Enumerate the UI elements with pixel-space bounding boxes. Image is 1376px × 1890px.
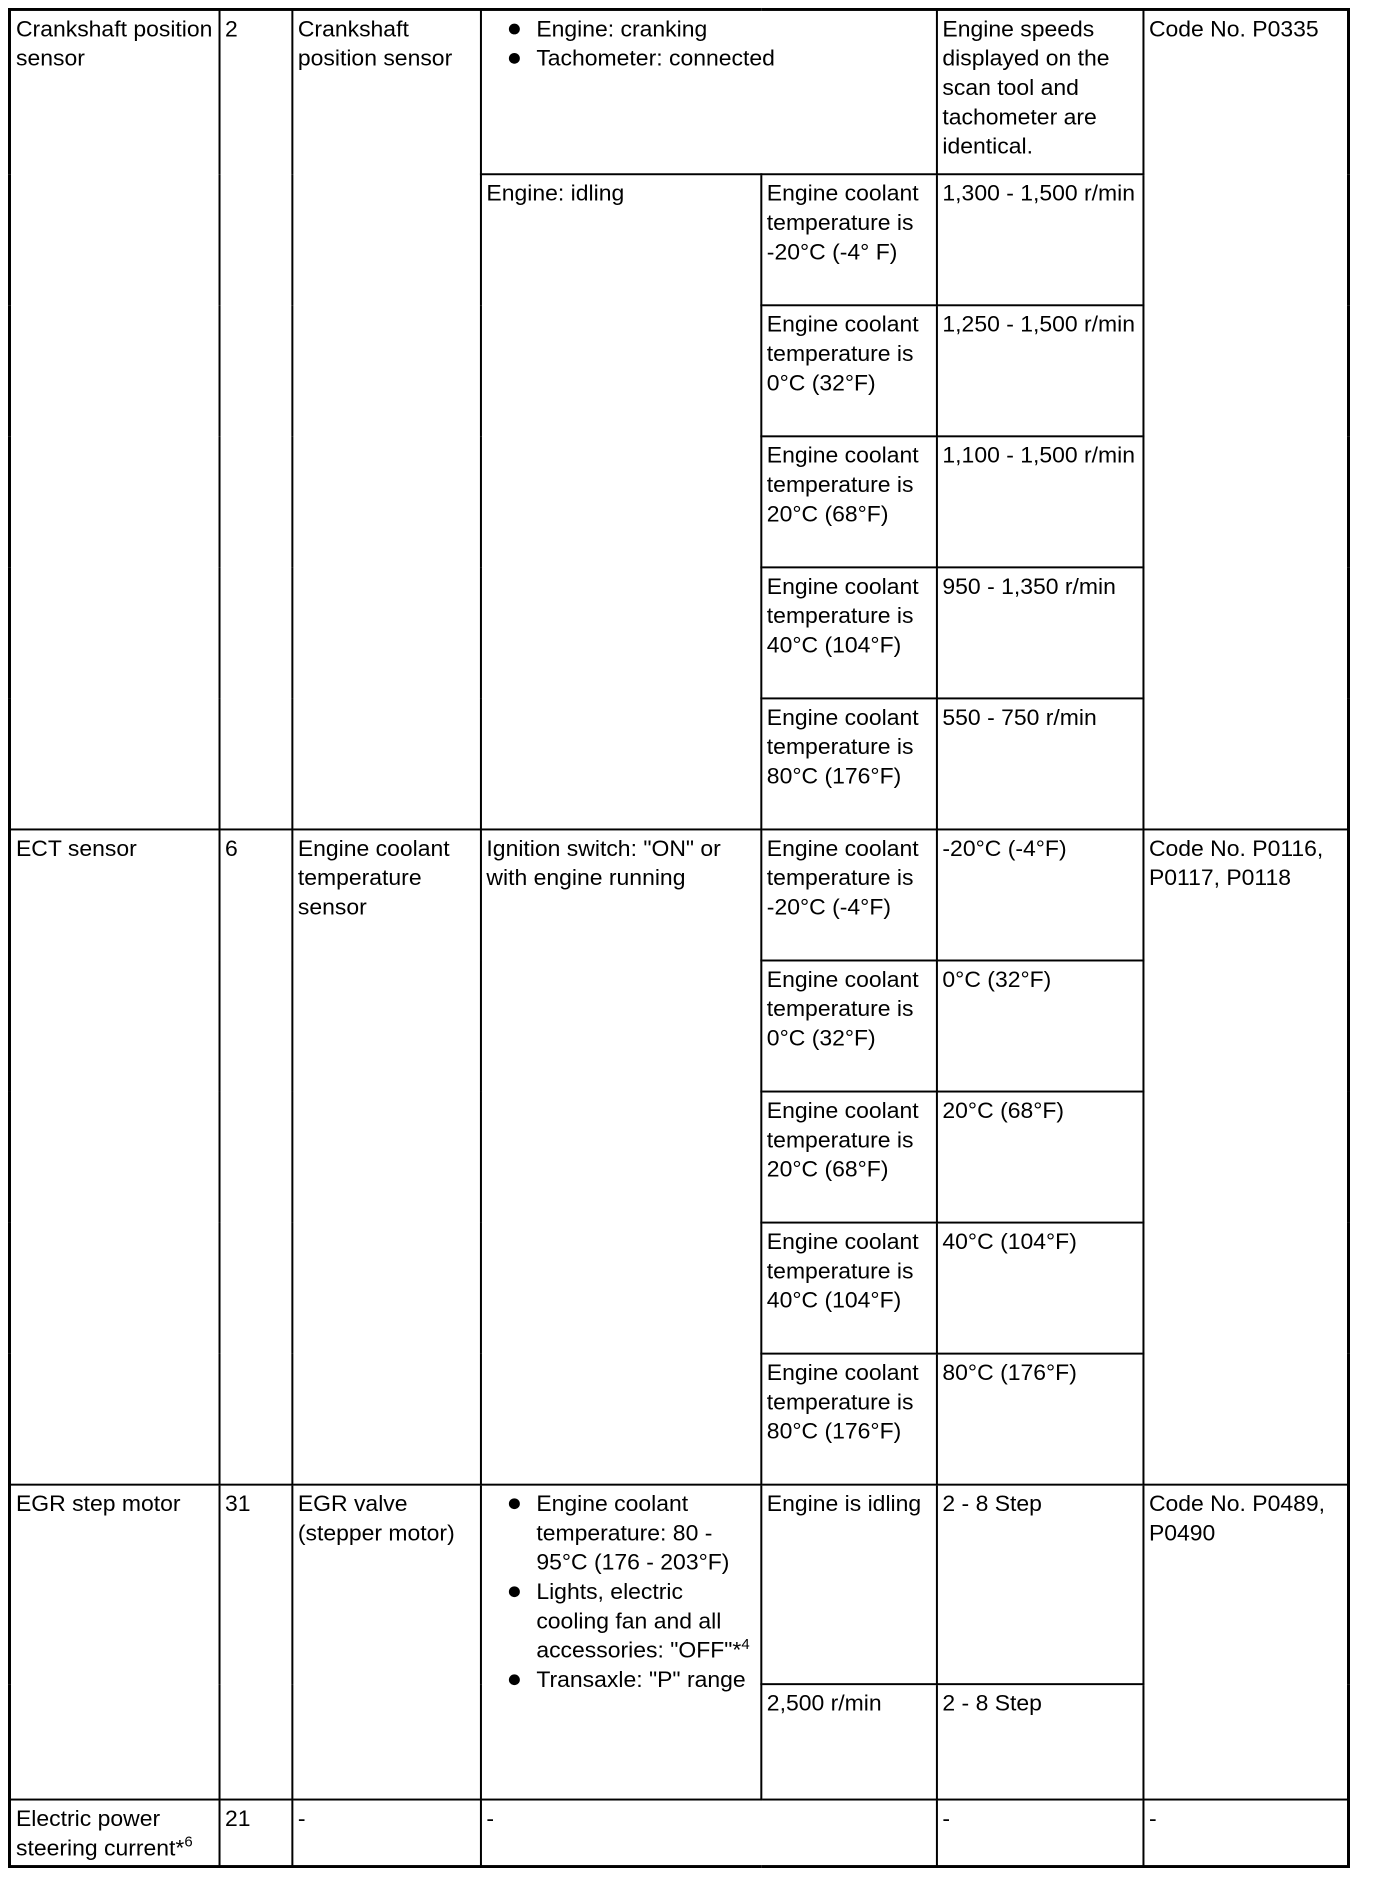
spec-cell: 1,100 - 1,500 r/min — [936, 436, 1143, 567]
spec-cell: 550 - 750 r/min — [936, 698, 1143, 829]
spec-cell: 2 - 8 Step — [936, 1684, 1143, 1799]
component-cell: - — [292, 1800, 481, 1867]
spec-cell: 950 - 1,350 r/min — [936, 567, 1143, 698]
sub-condition-cell: Engine coolant temperature is 80°C (176°F) — [761, 698, 937, 829]
condition-cell: - — [480, 1800, 936, 1867]
footnote-marker: 6 — [184, 1833, 193, 1851]
spec-cell: 1,250 - 1,500 r/min — [936, 305, 1143, 436]
spec-cell: 20°C (68°F) — [936, 1092, 1143, 1223]
component-cell: Engine coolant temperature sensor — [292, 829, 481, 1484]
table-row — [9, 1800, 1348, 1867]
spec-cell: 80°C (176°F) — [936, 1354, 1143, 1485]
sub-condition-cell: Engine coolant temperature is -20°C (-4°F) — [761, 829, 937, 960]
bullet-text: Lights, electric cooling fan and all accessories: "OFF"* — [536, 1578, 742, 1663]
bullet-item: Engine: cranking — [486, 14, 930, 43]
sub-condition-cell: Engine coolant temperature is 20°C (68°F) — [761, 436, 937, 567]
bullet-item: Transaxle: "P" range — [486, 1665, 754, 1694]
bullet-item — [486, 1577, 754, 1665]
number-cell: 2 — [219, 9, 292, 829]
sub-condition-cell: Engine coolant temperature is 0°C (32°F) — [761, 305, 937, 436]
sub-condition-cell: Engine is idling — [761, 1485, 937, 1684]
item-cell — [9, 1800, 219, 1867]
condition-cell: Ignition switch: "ON" or with engine running — [480, 829, 760, 1484]
number-cell: 21 — [219, 1800, 292, 1867]
condition-cell — [480, 1485, 760, 1800]
code-cell: Code No. P0335 — [1143, 9, 1349, 829]
sub-condition-cell: Engine coolant temperature is 80°C (176°F) — [761, 1354, 937, 1485]
spec-cell: 0°C (32°F) — [936, 960, 1143, 1091]
sub-condition-cell: 2,500 r/min — [761, 1684, 937, 1799]
sub-condition-cell: Engine coolant temperature is 40°C (104°F) — [761, 1223, 937, 1354]
condition-cell — [480, 9, 936, 174]
table-row — [9, 1485, 1348, 1684]
sub-condition-cell: Engine coolant temperature is -20°C (-4° F) — [761, 174, 937, 305]
spec-cell: 1,300 - 1,500 r/min — [936, 174, 1143, 305]
spec-cell: 40°C (104°F) — [936, 1223, 1143, 1354]
spec-cell: - — [936, 1800, 1143, 1867]
spec-cell: -20°C (-4°F) — [936, 829, 1143, 960]
spec-table — [8, 8, 1350, 1868]
number-cell: 6 — [219, 829, 292, 1484]
spec-cell: 2 - 8 Step — [936, 1485, 1143, 1684]
sub-condition-cell: Engine coolant temperature is 20°C (68°F) — [761, 1092, 937, 1223]
table-row — [9, 9, 1348, 174]
item-text: Electric power steering current* — [15, 1805, 185, 1861]
item-cell: EGR step motor — [9, 1485, 219, 1800]
sub-condition-cell: Engine coolant temperature is 0°C (32°F) — [761, 960, 937, 1091]
footnote-marker: 4 — [741, 1636, 750, 1653]
component-cell: EGR valve (stepper motor) — [292, 1485, 481, 1800]
table-row — [9, 829, 1348, 960]
code-cell: Code No. P0116, P0117, P0118 — [1143, 829, 1349, 1484]
spec-cell: Engine speeds displayed on the scan tool and tachometer are identical. — [936, 9, 1143, 174]
bullet-item: Engine coolant temperature: 80 - 95°C (176 - 203°F) — [486, 1489, 754, 1577]
bullet-item: Tachometer: connected — [486, 43, 930, 72]
item-cell: Crankshaft position sensor — [9, 9, 219, 829]
code-cell: - — [1143, 1800, 1349, 1867]
sub-condition-cell: Engine coolant temperature is 40°C (104°F) — [761, 567, 937, 698]
code-cell: Code No. P0489, P0490 — [1143, 1485, 1349, 1800]
number-cell: 31 — [219, 1485, 292, 1800]
condition-cell: Engine: idling — [480, 174, 760, 829]
component-cell: Crankshaft position sensor — [292, 9, 481, 829]
item-cell: ECT sensor — [9, 829, 219, 1484]
